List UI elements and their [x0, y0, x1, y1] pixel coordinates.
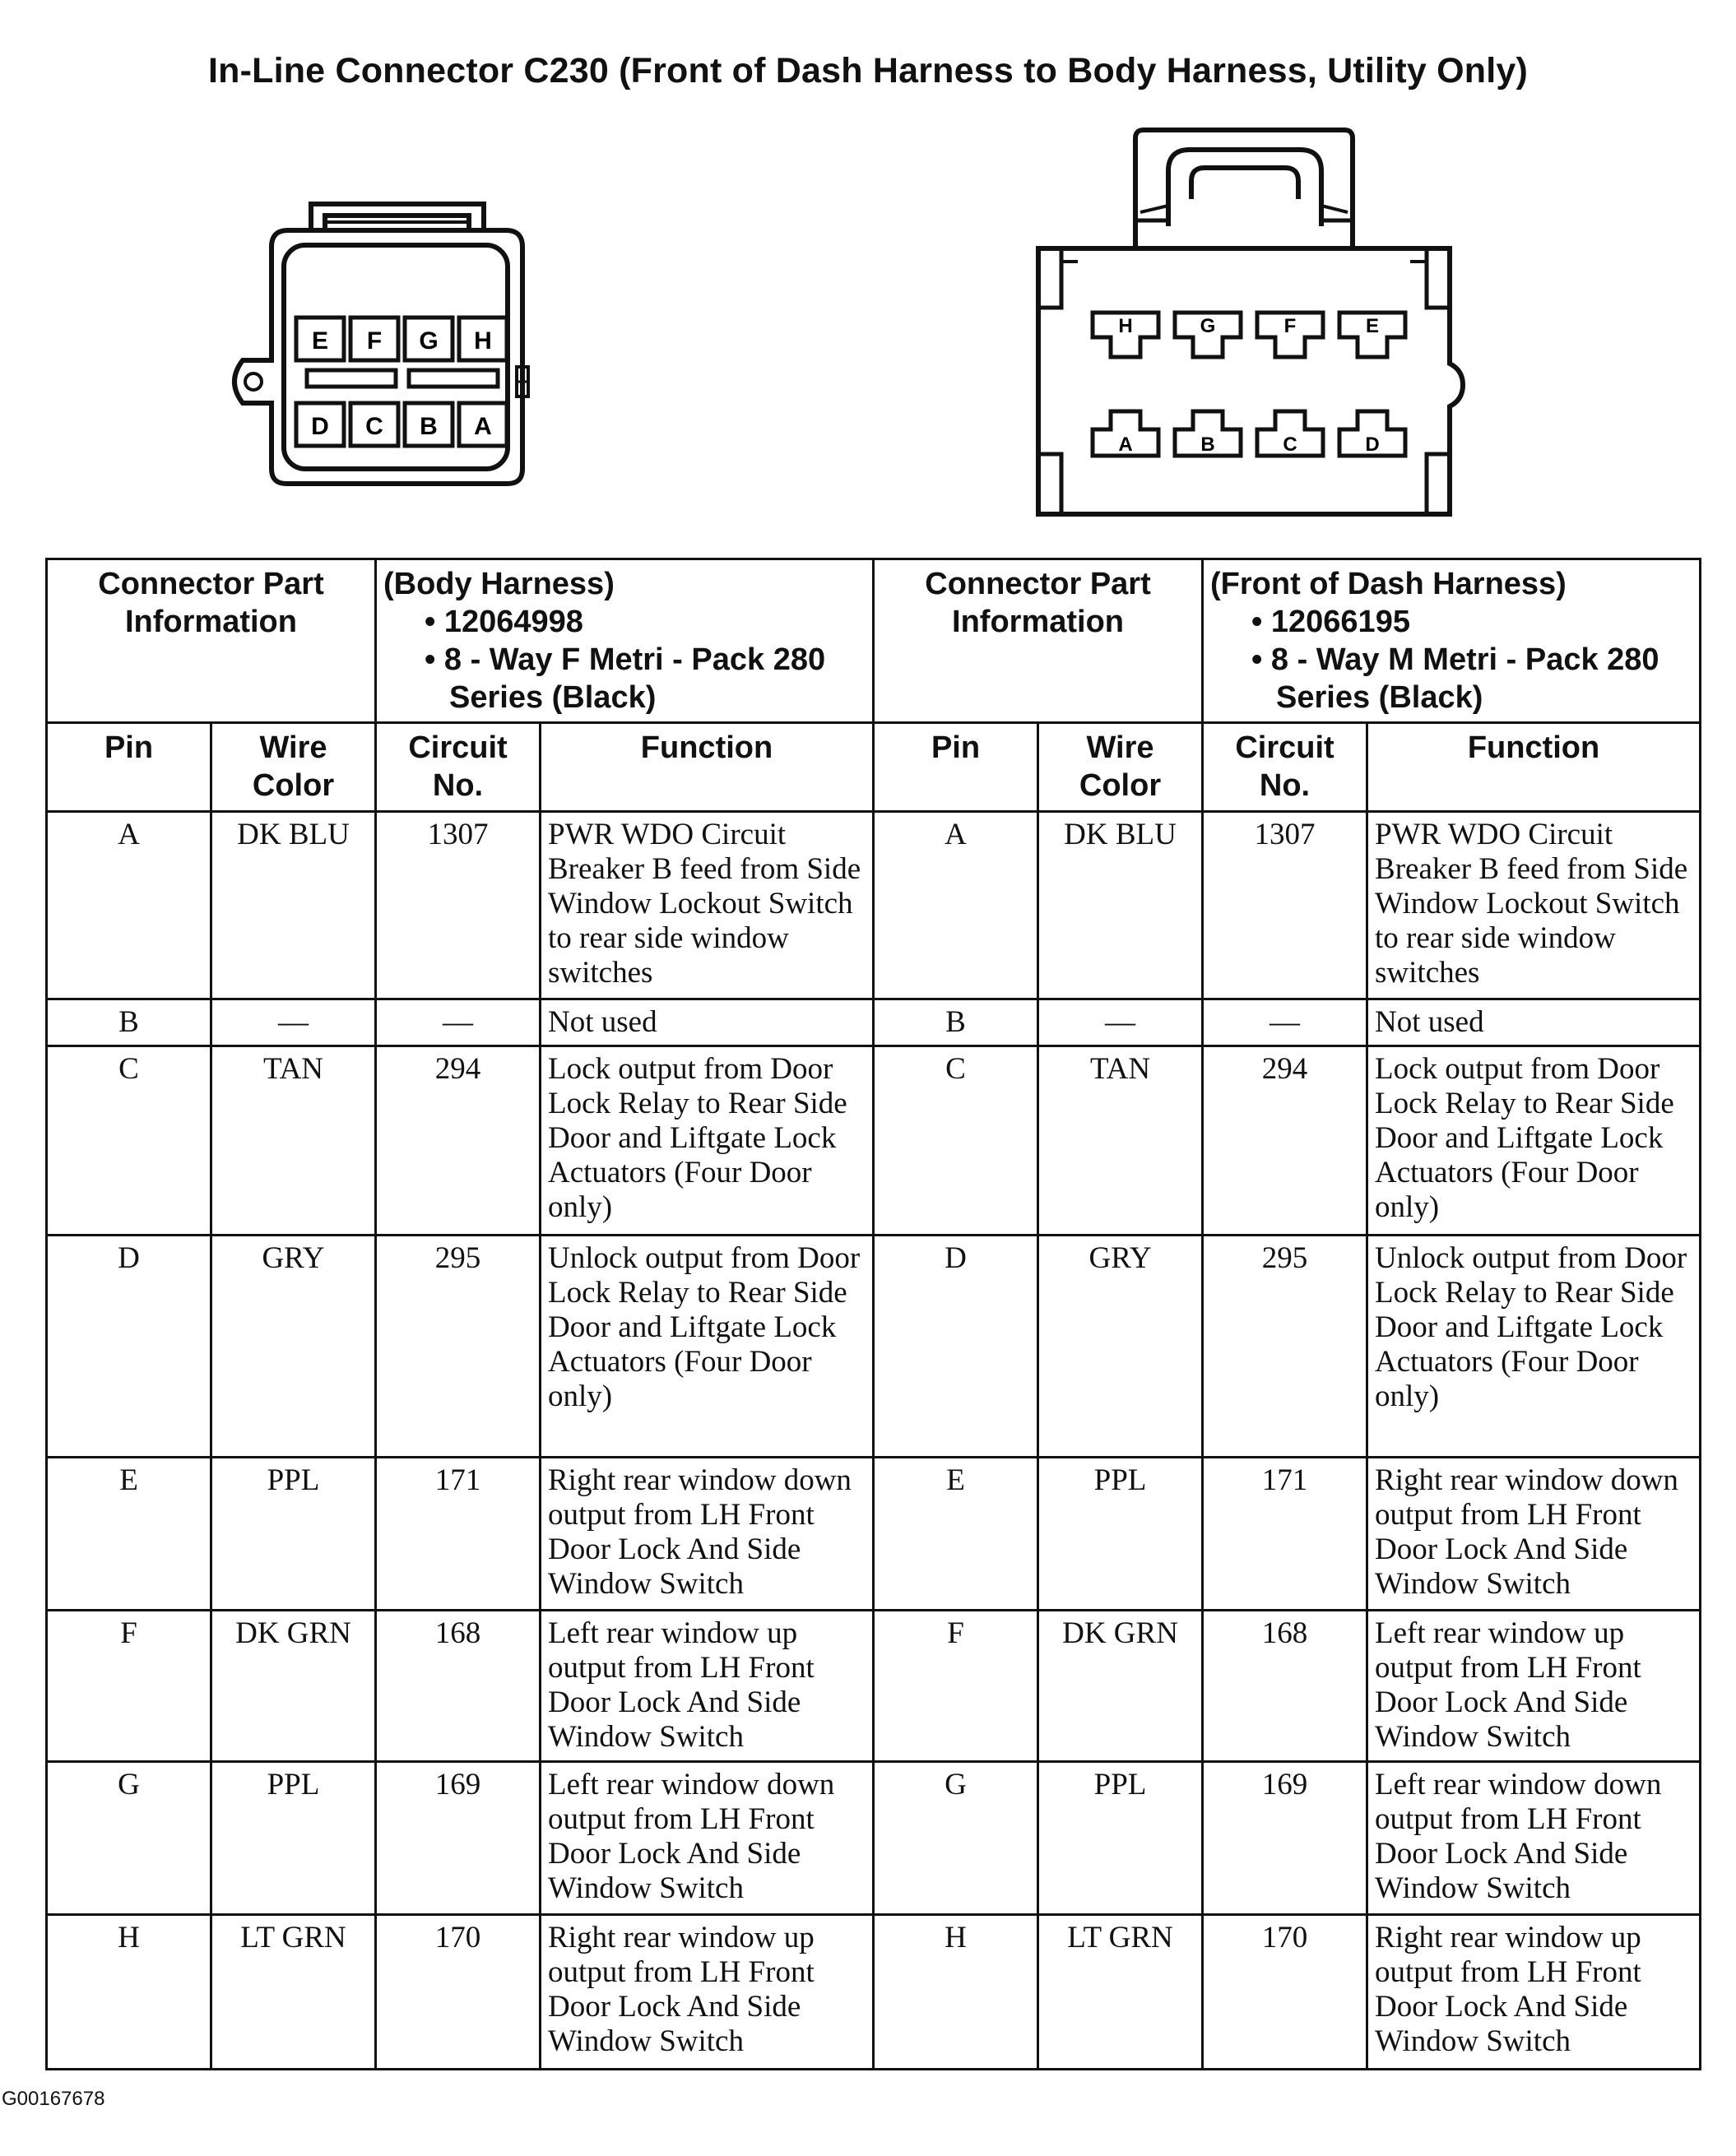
figure-id: G00167678	[2, 2088, 105, 2110]
pin-label: C	[365, 413, 383, 440]
right-wire-color-cell: GRY	[1038, 1236, 1203, 1458]
right-connector-diagram	[1028, 123, 1473, 526]
right-wire-color-cell: DK BLU	[1038, 812, 1203, 999]
cavity-G	[405, 318, 453, 360]
left-pin-cell: B	[47, 999, 211, 1046]
right-circuit-no-cell: 294	[1203, 1046, 1367, 1236]
right-part-info	[1203, 559, 1701, 723]
pin-row	[47, 1611, 1701, 1762]
col-header-circuit-no: Circuit No.	[1203, 723, 1367, 812]
right-function-cell: Left rear window up output from LH Front Door Lock And Side Window Switch	[1367, 1611, 1701, 1762]
left-part-number: • 12064998	[425, 603, 866, 641]
left-function-cell: PWR WDO Circuit Breaker B feed from Side Window Lockout Switch to rear side window switches	[541, 812, 874, 999]
left-part-description: • 8 - Way F Metri - Pack 280 Series (Black)	[425, 641, 866, 716]
left-function-cell: Right rear window down output from LH Front Door Lock And Side Window Switch	[541, 1458, 874, 1611]
col-header-circuit-no: Circuit No.	[376, 723, 541, 812]
right-circuit-no-cell: 170	[1203, 1915, 1367, 2070]
right-wire-color-cell: PPL	[1038, 1458, 1203, 1611]
left-function-cell: Left rear window down output from LH Front Door Lock And Side Window Switch	[541, 1762, 874, 1915]
right-pin-cell: C	[874, 1046, 1038, 1236]
pin-row	[47, 1458, 1701, 1611]
left-harness-name: (Body Harness)	[383, 567, 615, 601]
left-pin-cell: H	[47, 1915, 211, 2070]
left-pin-cell: D	[47, 1236, 211, 1458]
left-circuit-no-cell: 169	[376, 1762, 541, 1915]
left-wire-color-cell: PPL	[211, 1762, 376, 1915]
right-circuit-no-cell: 168	[1203, 1611, 1367, 1762]
cavity-D	[1339, 411, 1405, 456]
right-circuit-no-cell: 169	[1203, 1762, 1367, 1915]
left-circuit-no-cell: —	[376, 999, 541, 1046]
left-function-cell: Left rear window up output from LH Front Door Lock And Side Window Switch	[541, 1611, 874, 1762]
right-pin-cell: F	[874, 1611, 1038, 1762]
cavity-C	[1257, 411, 1323, 456]
left-circuit-no-cell: 171	[376, 1458, 541, 1611]
pin-row	[47, 1236, 1701, 1458]
right-wire-color-cell: PPL	[1038, 1762, 1203, 1915]
right-pin-cell: D	[874, 1236, 1038, 1458]
cavity-G	[1175, 313, 1241, 357]
left-circuit-no-cell: 1307	[376, 812, 541, 999]
right-circuit-no-cell: 295	[1203, 1236, 1367, 1458]
right-function-cell: Unlock output from Door Lock Relay to Rear Side Door and Liftgate Lock Actuators (Four Door only)	[1367, 1236, 1701, 1458]
left-function-cell: Unlock output from Door Lock Relay to Rear Side Door and Liftgate Lock Actuators (Four Door only)	[541, 1236, 874, 1458]
pin-row	[47, 1915, 1701, 2070]
right-part-number: • 12066195	[1251, 603, 1692, 641]
pin-label: D	[1365, 434, 1380, 456]
pin-label: A	[474, 413, 492, 440]
cavity-F	[1257, 313, 1323, 357]
left-function-cell: Right rear window up output from LH Front Door Lock And Side Window Switch	[541, 1915, 874, 2070]
left-circuit-no-cell: 295	[376, 1236, 541, 1458]
right-pin-cell: G	[874, 1762, 1038, 1915]
left-circuit-no-cell: 294	[376, 1046, 541, 1236]
left-pin-cell: A	[47, 812, 211, 999]
pin-row	[47, 1046, 1701, 1236]
left-part-info-label: Connector Part Information	[47, 559, 376, 723]
left-pin-cell: C	[47, 1046, 211, 1236]
pin-label: F	[1283, 315, 1297, 337]
cavity-F	[350, 318, 398, 360]
pin-label: B	[1200, 434, 1215, 456]
right-function-cell: Right rear window down output from LH Front Door Lock And Side Window Switch	[1367, 1458, 1701, 1611]
left-pin-cell: F	[47, 1611, 211, 1762]
left-pin-cell: G	[47, 1762, 211, 1915]
right-wire-color-cell: TAN	[1038, 1046, 1203, 1236]
pinout-table	[45, 558, 1701, 2070]
right-wire-color-cell: LT GRN	[1038, 1915, 1203, 2070]
right-function-cell: Not used	[1367, 999, 1701, 1046]
pin-label: B	[420, 413, 438, 440]
pin-row	[47, 812, 1701, 999]
right-circuit-no-cell: —	[1203, 999, 1367, 1046]
pin-label: G	[419, 327, 439, 355]
left-connector-diagram	[206, 197, 568, 494]
left-function-cell: Lock output from Door Lock Relay to Rear Side Door and Liftgate Lock Actuators (Four Door only)	[541, 1046, 874, 1236]
cavity-H	[1093, 313, 1158, 357]
col-header-pin: Pin	[47, 723, 211, 812]
cavity-B	[405, 403, 453, 446]
right-circuit-no-cell: 1307	[1203, 812, 1367, 999]
left-wire-color-cell: TAN	[211, 1046, 376, 1236]
cavity-A	[459, 403, 507, 446]
left-wire-color-cell: GRY	[211, 1236, 376, 1458]
right-function-cell: Left rear window down output from LH Front Door Lock And Side Window Switch	[1367, 1762, 1701, 1915]
right-part-description: • 8 - Way M Metri - Pack 280 Series (Black)	[1251, 641, 1692, 716]
cavity-D	[296, 403, 344, 446]
left-pin-cell: E	[47, 1458, 211, 1611]
pin-label: F	[366, 327, 383, 355]
column-header-row	[47, 723, 1701, 812]
cavity-E	[1339, 313, 1405, 357]
col-header-pin: Pin	[874, 723, 1038, 812]
right-function-cell: Lock output from Door Lock Relay to Rear Side Door and Liftgate Lock Actuators (Four Door only)	[1367, 1046, 1701, 1236]
right-connector-shell	[1038, 248, 1463, 514]
left-wire-color-cell: DK BLU	[211, 812, 376, 999]
col-header-function: Function	[1367, 723, 1701, 812]
col-header-wire-color: Wire Color	[211, 723, 376, 812]
right-pin-cell: H	[874, 1915, 1038, 2070]
left-wire-color-cell: DK GRN	[211, 1611, 376, 1762]
right-wire-color-cell: DK GRN	[1038, 1611, 1203, 1762]
cavity-C	[350, 403, 398, 446]
pin-row	[47, 1762, 1701, 1915]
pin-label: D	[311, 413, 329, 440]
diagram-title: In-Line Connector C230 (Front of Dash Harness to Body Harness, Utility Only)	[207, 51, 1529, 90]
right-function-cell: Right rear window up output from LH Front Door Lock And Side Window Switch	[1367, 1915, 1701, 2070]
right-function-cell: PWR WDO Circuit Breaker B feed from Side Window Lockout Switch to rear side window switches	[1367, 812, 1701, 999]
right-wire-color-cell: —	[1038, 999, 1203, 1046]
left-circuit-no-cell: 170	[376, 1915, 541, 2070]
left-part-info	[376, 559, 874, 723]
right-circuit-no-cell: 171	[1203, 1458, 1367, 1611]
pin-label: E	[311, 327, 329, 355]
col-header-wire-color: Wire Color	[1038, 723, 1203, 812]
pin-label: A	[1118, 434, 1133, 456]
col-header-function: Function	[541, 723, 874, 812]
left-wire-color-cell: LT GRN	[211, 1915, 376, 2070]
part-info-row	[47, 559, 1701, 723]
pin-label: E	[1365, 315, 1380, 337]
cavity-E	[296, 318, 344, 360]
right-part-info-label: Connector Part Information	[874, 559, 1203, 723]
right-pin-cell: A	[874, 812, 1038, 999]
left-function-cell: Not used	[541, 999, 874, 1046]
cavity-H	[459, 318, 507, 360]
left-wire-color-cell: PPL	[211, 1458, 376, 1611]
cavity-A	[1093, 411, 1158, 456]
right-pin-cell: B	[874, 999, 1038, 1046]
pin-label: H	[474, 327, 492, 355]
cavity-B	[1175, 411, 1241, 456]
right-pin-cell: E	[874, 1458, 1038, 1611]
pin-label: G	[1200, 315, 1216, 337]
left-wire-color-cell: —	[211, 999, 376, 1046]
pin-label: H	[1118, 315, 1133, 337]
left-circuit-no-cell: 168	[376, 1611, 541, 1762]
pin-label: C	[1283, 434, 1297, 456]
pin-row	[47, 999, 1701, 1046]
right-harness-name: (Front of Dash Harness)	[1210, 567, 1567, 601]
